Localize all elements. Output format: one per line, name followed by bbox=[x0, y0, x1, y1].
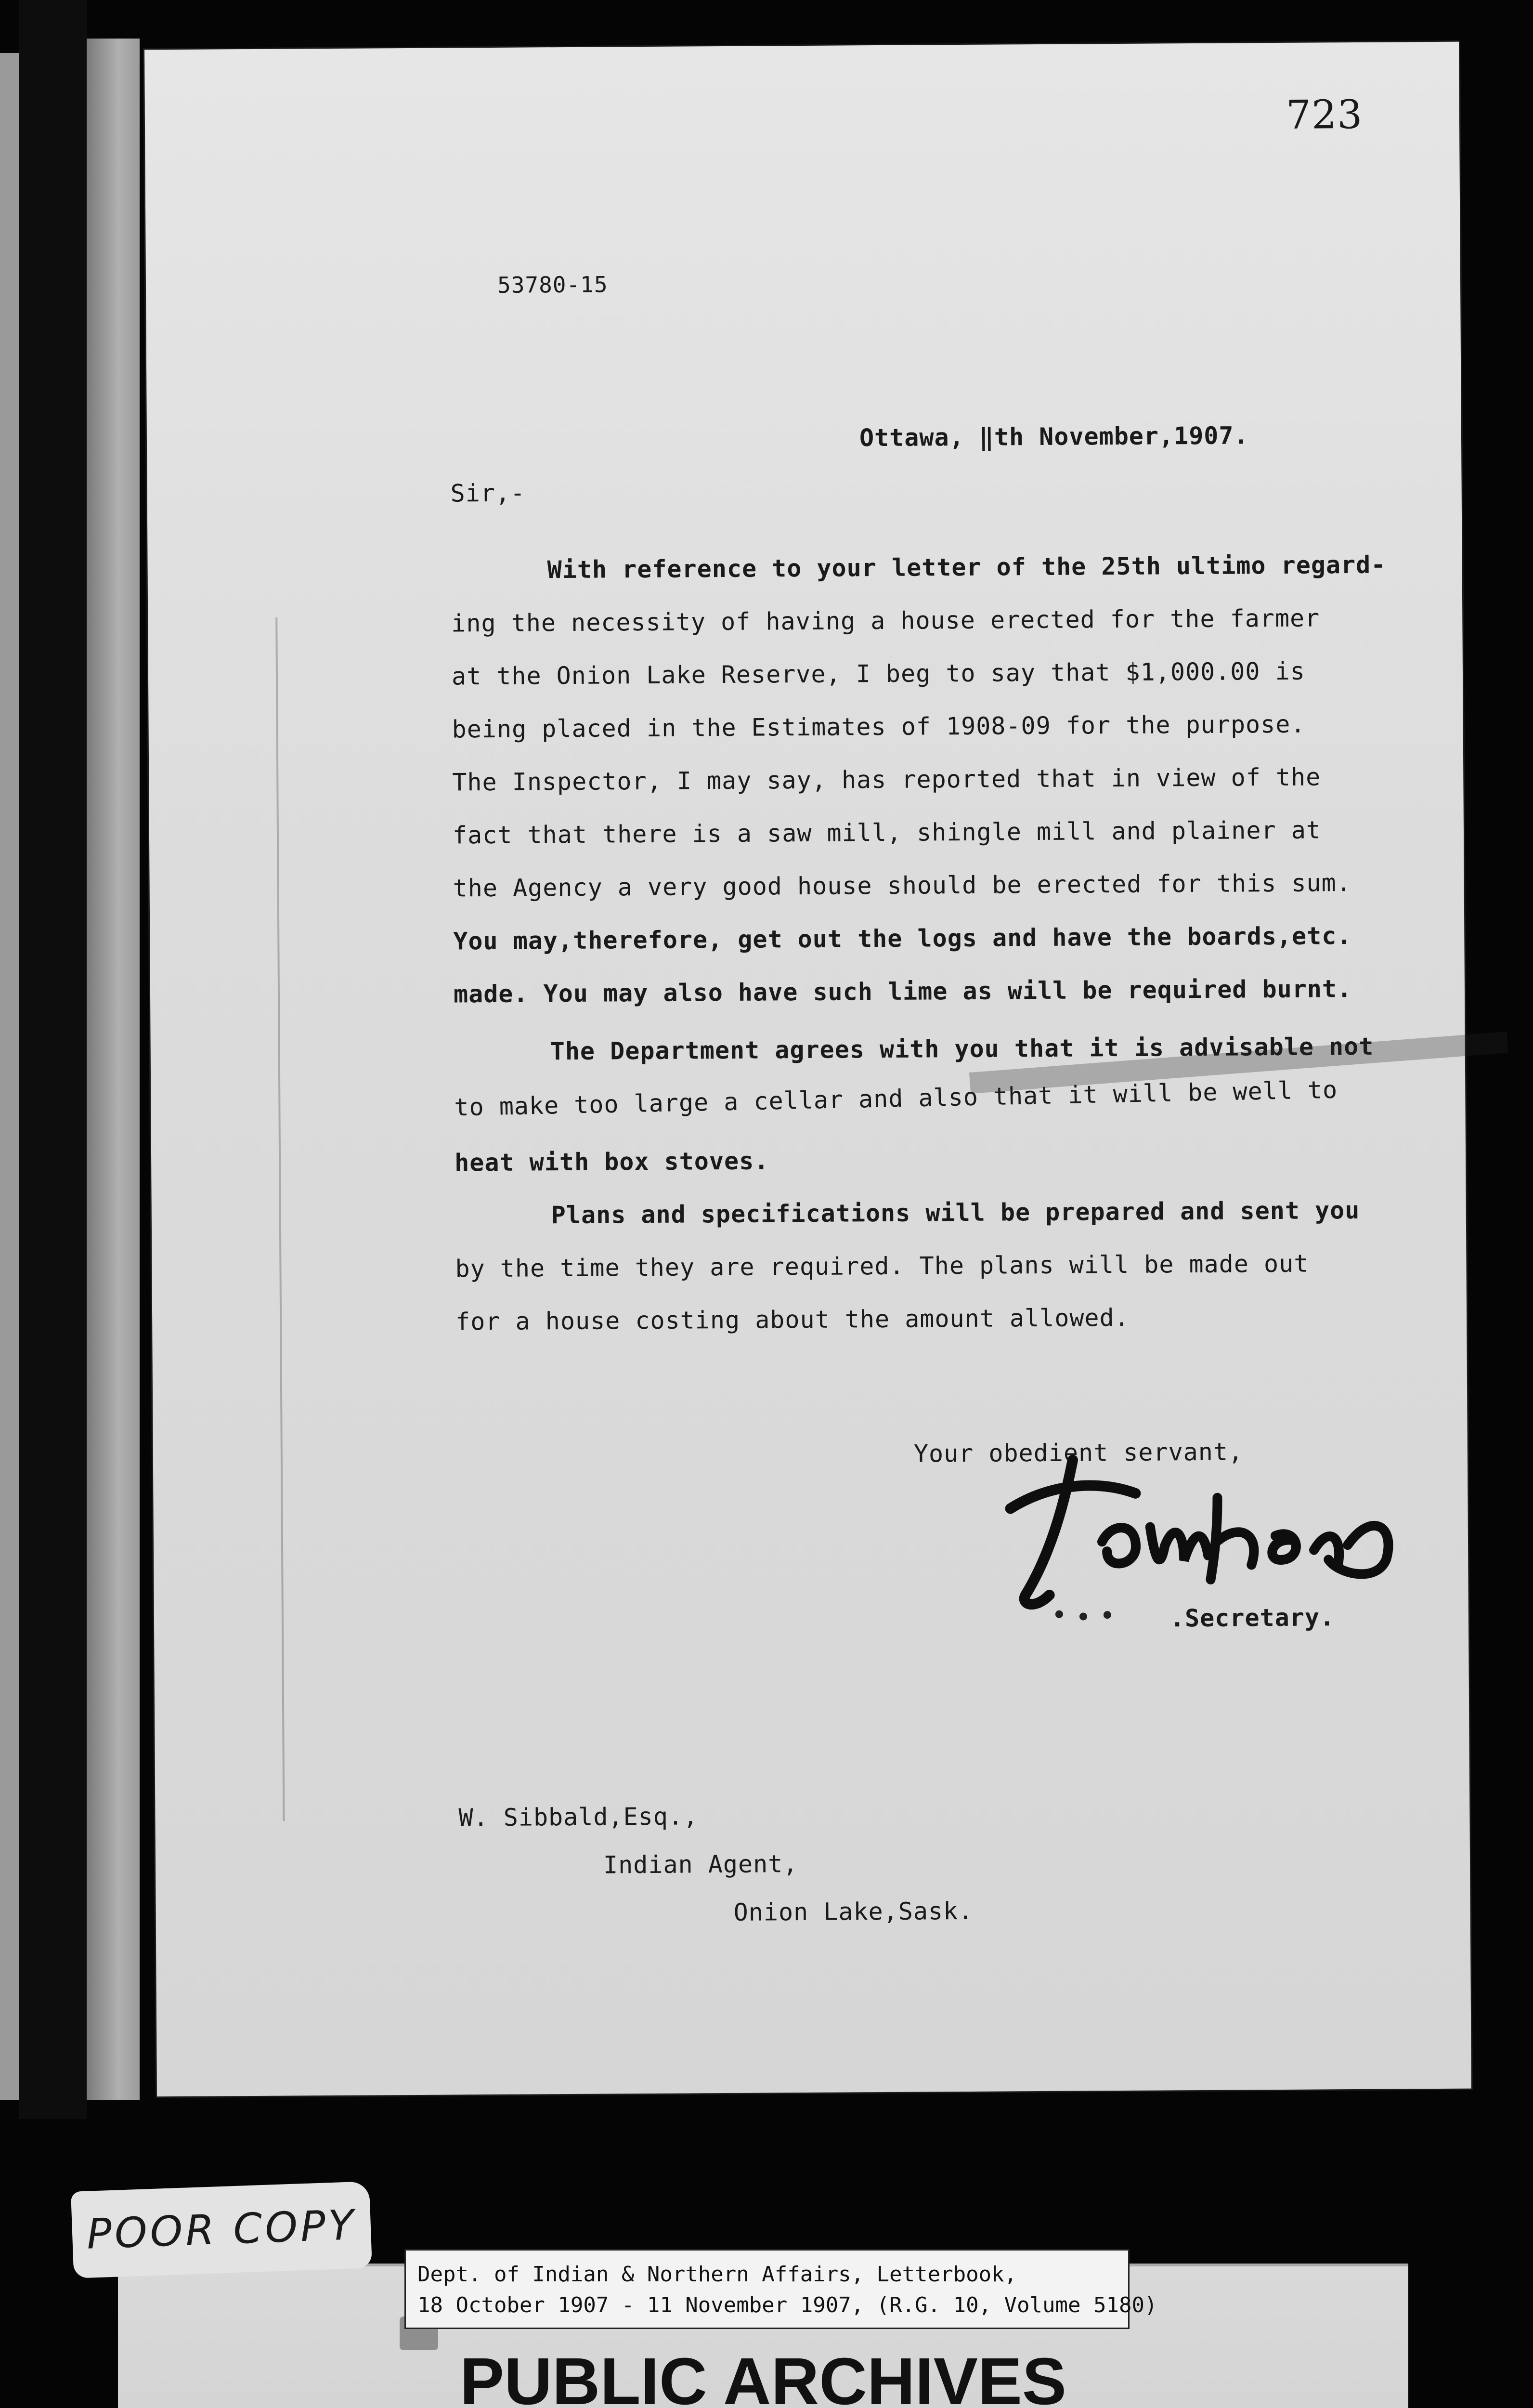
body-line: for a house costing about the amount allowed. bbox=[455, 1303, 1130, 1336]
archives-line-english: PUBLIC ARCHIVES bbox=[460, 2344, 1066, 2408]
addressee-name: W. Sibbald,Esq., bbox=[458, 1802, 699, 1832]
addressee-title: Indian Agent, bbox=[603, 1850, 798, 1879]
dateline: Ottawa, ‖th November,1907. bbox=[859, 421, 1249, 452]
body-line: the Agency a very good house should be erected for this sum. bbox=[453, 869, 1351, 903]
salutation: Sir,- bbox=[450, 479, 526, 508]
addressee-place: Onion Lake,Sask. bbox=[733, 1897, 974, 1926]
body-line: ing the necessity of having a house erected for the farmer bbox=[451, 604, 1320, 638]
body-line: The Department agrees with you that it is advisable not bbox=[550, 1032, 1374, 1066]
body-line: to make too large a cellar and also that it will be well to bbox=[454, 1075, 1338, 1122]
poor-copy-label bbox=[71, 2181, 372, 2278]
film-dark-border bbox=[19, 0, 87, 2119]
file-number: 53780-15 bbox=[497, 271, 608, 298]
citation-line-1: Dept. of Indian & Northern Affairs, Letterbook, bbox=[417, 2262, 1017, 2287]
page-number: 723 bbox=[1286, 92, 1363, 138]
body-line: fact that there is a saw mill, shingle mill and plainer at bbox=[452, 816, 1322, 850]
closing: Your obedient servant, bbox=[913, 1438, 1244, 1468]
body-line: Plans and specifications will be prepared and sent you bbox=[551, 1196, 1360, 1230]
letter-page bbox=[144, 42, 1471, 2097]
paper-crease bbox=[275, 617, 285, 1821]
body-line: With reference to your letter of the 25th ultimo regard- bbox=[547, 550, 1386, 584]
body-line: You may,therefore, get out the logs and have the boards,etc. bbox=[453, 922, 1352, 955]
film-edge-strip bbox=[0, 53, 19, 2100]
letterbook-spine bbox=[87, 39, 140, 2100]
body-line: made. You may also have such lime as will be required burnt. bbox=[453, 975, 1352, 1008]
signature-title: .Secretary. bbox=[1169, 1603, 1335, 1633]
citation-line-2: 18 October 1907 - 11 November 1907, (R.G. 10, Volume 5180) bbox=[417, 2293, 1157, 2317]
poor-copy-text: POOR COPY bbox=[86, 2201, 358, 2259]
body-line: heat with box stoves. bbox=[454, 1147, 769, 1177]
body-line: at the Onion Lake Reserve, I beg to say that $1,000.00 is bbox=[451, 657, 1305, 691]
body-line: being placed in the Estimates of 1908-09 for the purpose. bbox=[452, 710, 1306, 744]
body-line: The Inspector, I may say, has reported that in view of the bbox=[452, 763, 1321, 797]
body-line: by the time they are required. The plans will be made out bbox=[455, 1249, 1309, 1283]
citation-slip bbox=[404, 2249, 1157, 2329]
handwritten-signature bbox=[991, 1448, 1406, 1624]
